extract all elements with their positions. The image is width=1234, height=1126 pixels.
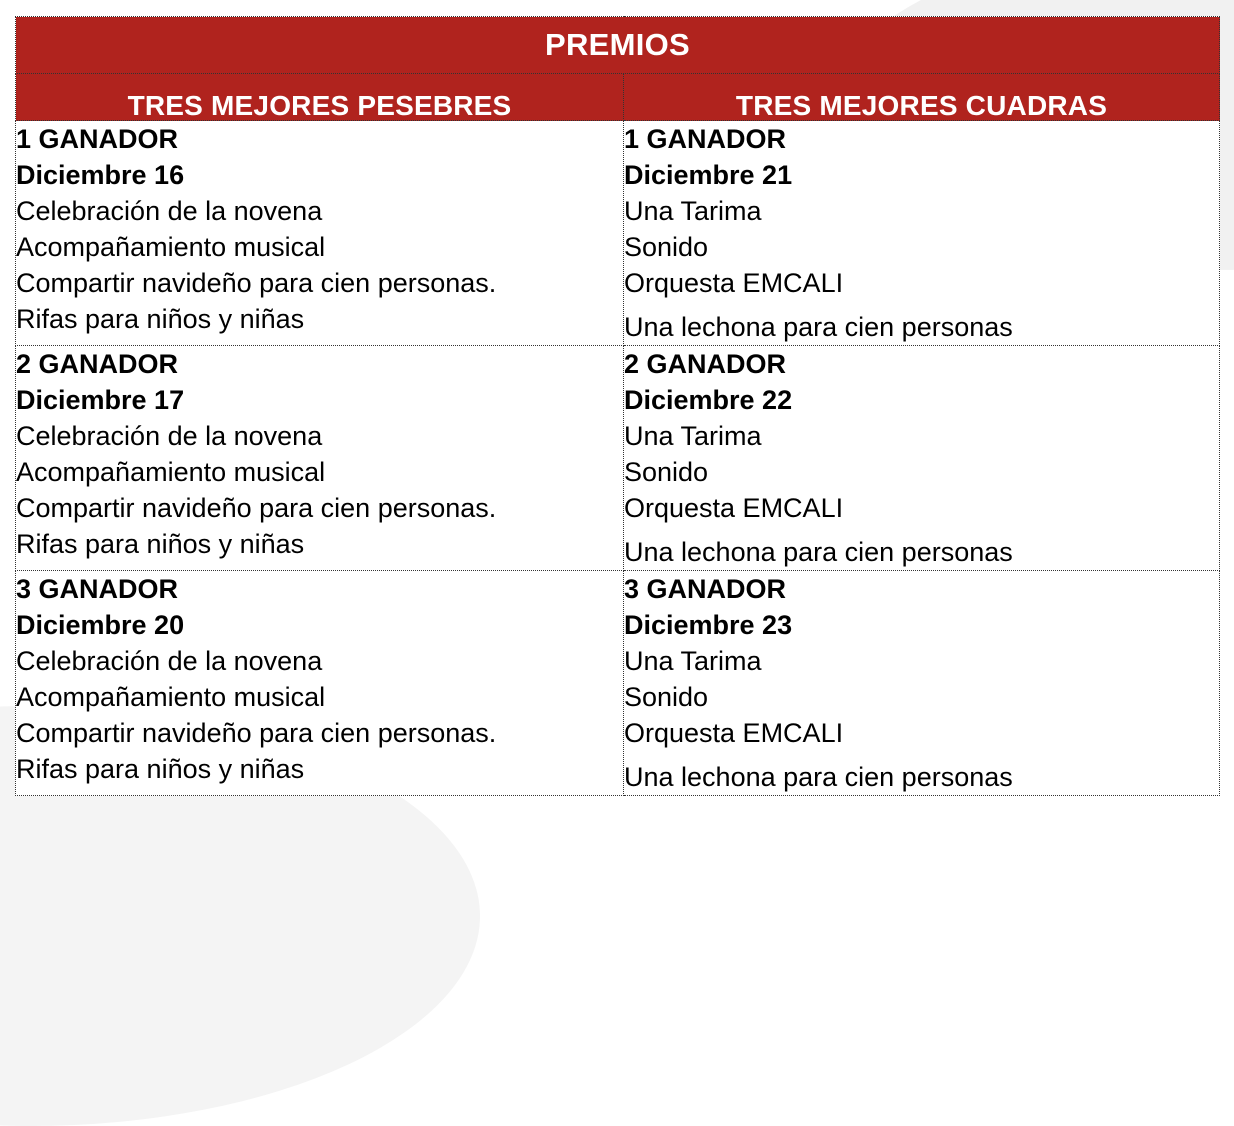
- prize-item: Una lechona para cien personas: [624, 762, 1013, 792]
- prize-date: Diciembre 23: [624, 610, 793, 640]
- column-header-pesebres: TRES MEJORES PESEBRES: [16, 74, 624, 121]
- prize-date: Diciembre 22: [624, 385, 793, 415]
- prize-cell-pesebres-2: [16, 346, 624, 571]
- prize-item: Una Tarima: [624, 646, 762, 676]
- prize-row-2: [16, 346, 1220, 571]
- prize-item: Una Tarima: [624, 421, 762, 451]
- prize-item: Orquesta EMCALI: [624, 268, 844, 298]
- prize-item: Celebración de la novena: [16, 421, 323, 451]
- column-header-row: [16, 74, 1220, 121]
- prize-item: Compartir navideño para cien personas.: [16, 268, 497, 298]
- prize-item: Acompañamiento musical: [16, 682, 326, 712]
- prize-item: Orquesta EMCALI: [624, 718, 844, 748]
- winner-label: 1 GANADOR: [624, 124, 787, 154]
- prize-item: Compartir navideño para cien personas.: [16, 493, 497, 523]
- prize-row-3: [16, 571, 1220, 796]
- prize-item: Orquesta EMCALI: [624, 493, 844, 523]
- table-title: PREMIOS: [16, 17, 1220, 74]
- prize-item: Una lechona para cien personas: [624, 537, 1013, 567]
- prize-row-1: [16, 121, 1220, 346]
- prize-item: Rifas para niños y niñas: [16, 529, 305, 559]
- prize-date: Diciembre 21: [624, 160, 793, 190]
- prize-item: Sonido: [624, 457, 709, 487]
- prize-cell-pesebres-3: [16, 571, 624, 796]
- prize-item: Sonido: [624, 232, 709, 262]
- prize-item: Celebración de la novena: [16, 646, 323, 676]
- prize-cell-cuadras-2: [624, 346, 1220, 571]
- prize-item: Sonido: [624, 682, 709, 712]
- prize-date: Diciembre 16: [16, 160, 185, 190]
- winner-label: 3 GANADOR: [16, 574, 179, 604]
- prize-item: Acompañamiento musical: [16, 457, 326, 487]
- prize-cell-pesebres-1: [16, 121, 624, 346]
- prize-date: Diciembre 20: [16, 610, 185, 640]
- prize-item: Rifas para niños y niñas: [16, 304, 305, 334]
- prize-item: Una lechona para cien personas: [624, 312, 1013, 342]
- winner-label: 1 GANADOR: [16, 124, 179, 154]
- column-header-cuadras: TRES MEJORES CUADRAS: [624, 74, 1220, 121]
- prize-item: Una Tarima: [624, 196, 762, 226]
- prize-date: Diciembre 17: [16, 385, 185, 415]
- prize-item: Celebración de la novena: [16, 196, 323, 226]
- prizes-table: [15, 16, 1220, 796]
- prize-item: Acompañamiento musical: [16, 232, 326, 262]
- winner-label: 2 GANADOR: [624, 349, 787, 379]
- prize-cell-cuadras-1: [624, 121, 1220, 346]
- winner-label: 3 GANADOR: [624, 574, 787, 604]
- prize-item: Compartir navideño para cien personas.: [16, 718, 497, 748]
- prize-cell-cuadras-3: [624, 571, 1220, 796]
- winner-label: 2 GANADOR: [16, 349, 179, 379]
- prize-item: Rifas para niños y niñas: [16, 754, 305, 784]
- title-row: [16, 17, 1220, 74]
